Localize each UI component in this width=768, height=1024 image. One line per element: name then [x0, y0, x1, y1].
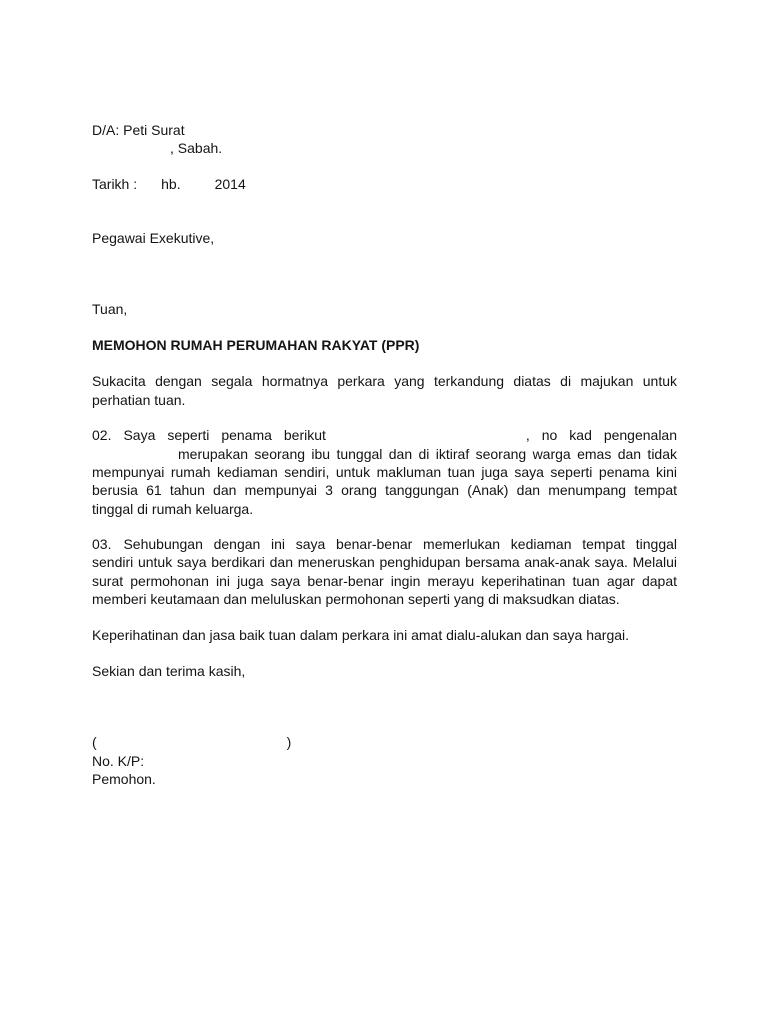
paragraph-02-line-3: mempunyai rumah kediaman sendiri, untuk makluman tuan juga saya seperti penama kini	[92, 463, 677, 480]
paragraph-02-line-1-after: , no kad pengenalan	[525, 427, 677, 444]
blank-name-field	[326, 439, 526, 440]
blank-month-field	[181, 188, 215, 189]
salutation-line: Tuan,	[92, 300, 128, 317]
address-line-2	[92, 139, 677, 157]
paragraph-02-line-5: tinggal di rumah keluarga.	[92, 500, 254, 517]
paragraph-02-number: 02.	[92, 427, 112, 444]
date-day-suffix: hb.	[161, 175, 181, 192]
date-label: Tarikh :	[92, 175, 138, 192]
paragraph-02	[92, 426, 677, 518]
recipient-line: Pegawai Exekutive,	[92, 230, 215, 247]
subject-line: MEMOHON RUMAH PERUMAHAN RAKYAT (PPR)	[92, 336, 420, 353]
address-line-2-text: , Sabah.	[170, 140, 223, 157]
closing-line: Sekian dan terima kasih,	[92, 663, 246, 680]
paragraph-02-line-2	[92, 445, 677, 463]
blank-signature-name-field	[97, 746, 287, 747]
signature-open-paren: (	[92, 734, 97, 751]
number-gap	[111, 439, 123, 440]
paragraph-02-line-4: berusia 61 tahun dan mempunyai 3 orang tanggungan (Anak) dan menumpang tempat	[92, 482, 677, 499]
blank-town-field	[92, 152, 170, 153]
signature-close-paren: )	[286, 734, 292, 751]
blank-day-field	[137, 188, 161, 189]
blank-ic-field	[92, 458, 178, 459]
paragraph-02-line-2-text: merupakan seorang ibu tunggal dan di iktiraf seorang warga emas dan tidak	[178, 445, 677, 462]
signature-name-line	[92, 733, 677, 751]
number-gap	[111, 548, 123, 549]
paragraph-02-line-1-before: Saya seperti penama berikut	[123, 427, 326, 444]
address-line-1: D/A: Peti Surat	[92, 122, 185, 138]
paragraph-03-line-2: sendiri untuk saya berdikari dan meneruskan penghidupan bersama anak-anak saya. Melalui	[92, 554, 677, 571]
paragraph-intro-line-1: Sukacita dengan segala hormatnya perkara yang terkandung diatas di majukan untuk	[92, 373, 677, 390]
paragraph-02-line-1	[92, 426, 677, 444]
paragraph-03	[92, 535, 677, 609]
date-year: 2014	[214, 175, 246, 192]
paragraph-03-line-4: memberi keutamaan dan meluluskan permohonan seperti yang di maksudkan diatas.	[92, 591, 620, 608]
appreciation-line: Keperihatinan dan jasa baik tuan dalam perkara ini amat dialu-alukan dan saya hargai.	[92, 626, 630, 643]
paragraph-03-line-1	[92, 535, 677, 553]
signature-ic-line: No. K/P:	[92, 752, 145, 769]
paragraph-intro-line-2: perhatian tuan.	[92, 391, 186, 408]
paragraph-intro	[92, 372, 677, 409]
paragraph-03-line-3: surat permohonan ini juga saya benar-benar ingin merayu keperihatinan tuan agar dapat	[92, 572, 677, 589]
paragraph-03-number: 03.	[92, 536, 112, 553]
paragraph-03-line-1-text: Sehubungan dengan ini saya benar-benar memerlukan kediaman tempat tinggal	[123, 536, 677, 553]
signature-role-line: Pemohon.	[92, 771, 156, 788]
date-line	[92, 175, 677, 193]
letter-page	[92, 121, 677, 789]
